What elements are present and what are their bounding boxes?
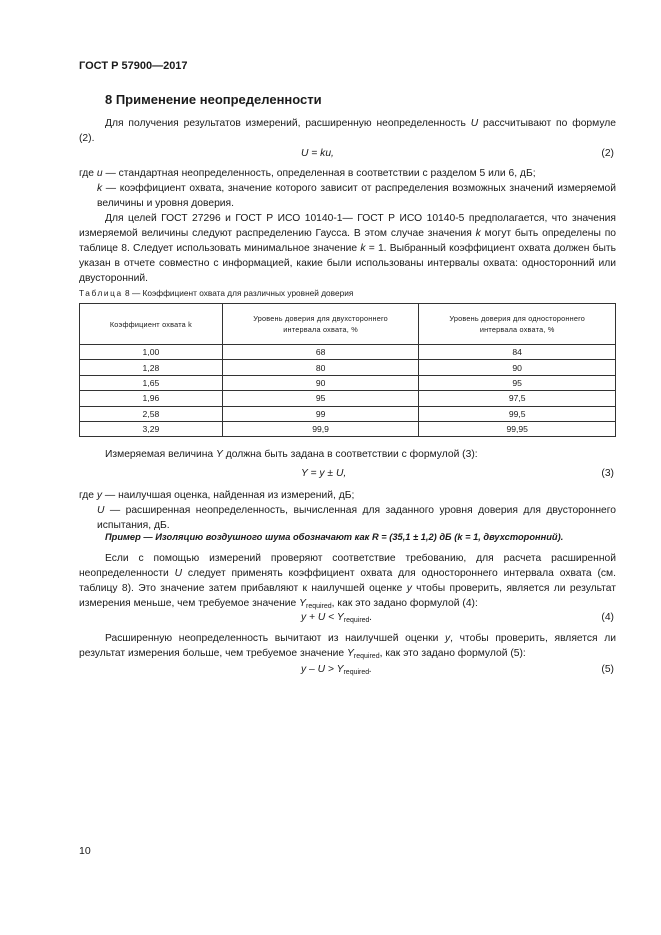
coverage-factor-table bbox=[79, 303, 616, 437]
cell-one-sided: 84 bbox=[419, 345, 616, 360]
formula-3: Y = y ± U, bbox=[301, 468, 347, 479]
paragraph-1: Для получения результатов измерений, расширенную неопределенность U рассчитывают по формуле (2). bbox=[79, 118, 616, 144]
cell-one-sided: 97,5 bbox=[419, 391, 616, 406]
header-two-sided: Уровень доверия для двухстороннего интервала охвата, % bbox=[222, 304, 419, 345]
definition-list-2 bbox=[79, 488, 616, 533]
cell-k: 1,00 bbox=[80, 345, 223, 360]
table-row bbox=[80, 375, 616, 390]
formula-4-number: (4) bbox=[601, 612, 614, 623]
table-caption-label: Таблица bbox=[79, 288, 123, 298]
table-row bbox=[80, 406, 616, 421]
cell-one-sided: 90 bbox=[419, 360, 616, 375]
cell-two-sided: 80 bbox=[222, 360, 419, 375]
formula-2: U = ku, bbox=[301, 148, 334, 159]
cell-k: 1,28 bbox=[80, 360, 223, 375]
definition-U: U — расширенная неопределенность, вычисленная для заданного уровня доверия для двустороннего испытания, дБ. bbox=[97, 505, 616, 531]
paragraph-2: Для целей ГОСТ 27296 и ГОСТ Р ИСО 10140-1— ГОСТ Р ИСО 10140-5 предполагается, что значения измеряемой величины следуют распределению Гаусса. В этом случае значения k могут быть определены по таблице 8. Следует использовать минимальное значение k = 1. Выбранный коэффициент охвата должен быть указан в отчете совместно с информацией, какие были использованы интервалы охвата: односторонний или двусторонний. bbox=[79, 213, 617, 284]
paragraph-5: Расширенную неопределенность вычитают из наилучшей оценки y, чтобы проверить, является ли результат измерения больше, чем требуемое значение $Y_{required}$, как это задано формулой (5): bbox=[79, 633, 617, 660]
table-header-row bbox=[80, 304, 616, 345]
cell-one-sided: 99,95 bbox=[419, 421, 616, 436]
cell-k: 1,65 bbox=[80, 375, 223, 390]
header-one-sided: Уровень доверия для одностороннего интервала охвата, % bbox=[419, 304, 616, 345]
table-row bbox=[80, 391, 616, 406]
cell-two-sided: 99,9 bbox=[222, 421, 419, 436]
cell-one-sided: 95 bbox=[419, 375, 616, 390]
table-row bbox=[80, 345, 616, 360]
definition-y: где y — наилучшая оценка, найденная из измерений, дБ; bbox=[79, 490, 355, 501]
table-row bbox=[80, 360, 616, 375]
formula-5-number: (5) bbox=[601, 664, 614, 675]
cell-k: 2,58 bbox=[80, 406, 223, 421]
definition-u: где u — стандартная неопределенность, определенная в соответствии с разделом 5 или 6, дБ; bbox=[79, 168, 536, 179]
header-coverage-factor: Коэффициент охвата k bbox=[80, 304, 223, 345]
cell-two-sided: 95 bbox=[222, 391, 419, 406]
table-row bbox=[80, 421, 616, 436]
table-caption bbox=[79, 288, 353, 298]
table-caption-text: 8 — Коэффициент охвата для различных уровней доверия bbox=[122, 288, 354, 298]
section-title: 8 Применение неопределенности bbox=[105, 92, 322, 107]
cell-two-sided: 68 bbox=[222, 345, 419, 360]
formula-4: $y + U < Y_{required}$. bbox=[301, 612, 373, 624]
formula-5: $y - U > Y_{required}$. bbox=[301, 664, 373, 676]
page-number: 10 bbox=[79, 845, 91, 857]
formula-2-number: (2) bbox=[601, 148, 614, 159]
cell-one-sided: 99,5 bbox=[419, 406, 616, 421]
definition-k: k — коэффициент охвата, значение которого зависит от распределения возможных значений измеряемой величины и уровня доверия. bbox=[97, 183, 616, 209]
formula-3-number: (3) bbox=[601, 468, 614, 479]
cell-k: 3,29 bbox=[80, 421, 223, 436]
paragraph-4: Если с помощью измерений проверяют соответствие требованию, для расчета расширенной неопределенности U следует применять коэффициент охвата для одностороннего интервала охвата (см. таблицу 8). Это значение затем прибавляют к наилучшей оценке y чтобы проверить, является ли результат измерения меньше, чем требуемое значение $Y_{required}$, как это задано формулой (4): bbox=[79, 553, 617, 610]
example-note: Пример — Изоляцию воздушного шума обозначают как R = (35,1 ± 1,2) дБ (k = 1, двухсторонний). bbox=[105, 532, 564, 542]
cell-two-sided: 90 bbox=[222, 375, 419, 390]
cell-two-sided: 99 bbox=[222, 406, 419, 421]
cell-k: 1,96 bbox=[80, 391, 223, 406]
document-code: ГОСТ Р 57900—2017 bbox=[79, 60, 188, 72]
paragraph-3: Измеряемая величина Y должна быть задана в соответствии с формулой (3): bbox=[105, 449, 478, 460]
definition-list-1 bbox=[79, 166, 616, 211]
